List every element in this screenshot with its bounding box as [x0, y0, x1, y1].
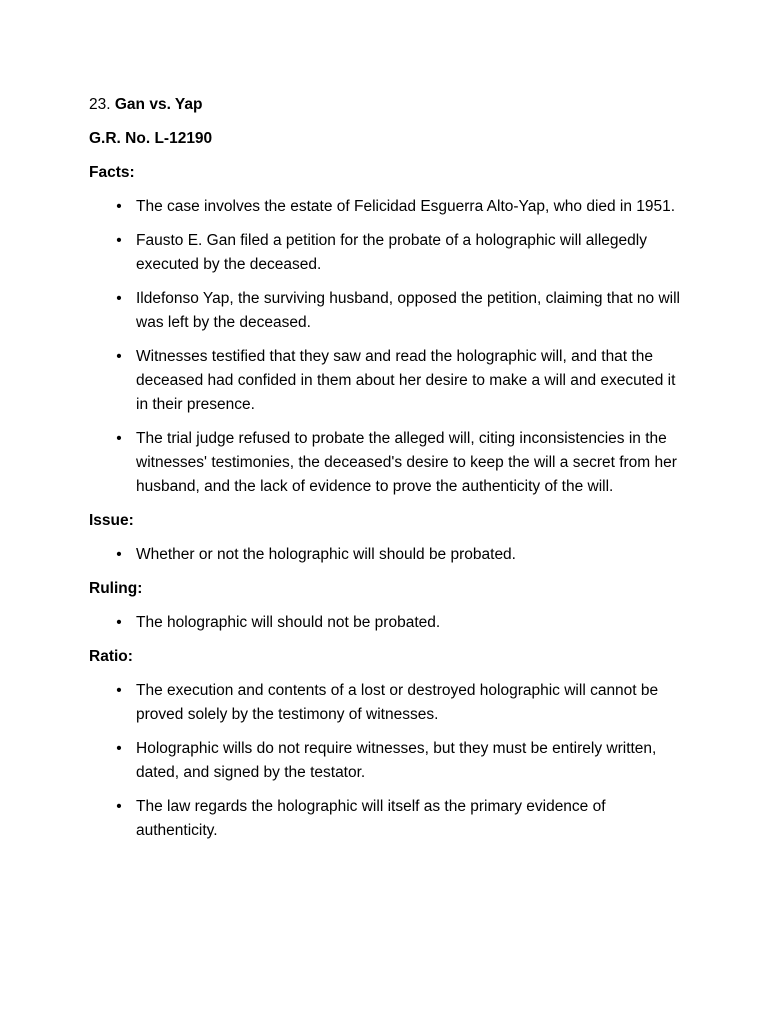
issue-list	[89, 543, 688, 567]
bullet-icon: •	[116, 546, 122, 563]
list-item	[116, 287, 688, 335]
ruling-list	[89, 611, 688, 635]
list-item-text: The case involves the estate of Felicidad Esguerra Alto-Yap, who died in 1951.	[136, 198, 676, 215]
list-item	[116, 611, 688, 635]
case-title	[89, 93, 688, 117]
bullet-icon: •	[116, 798, 122, 815]
bullet-icon: •	[116, 614, 122, 631]
section-heading-facts: Facts:	[89, 164, 135, 181]
bullet-icon: •	[116, 740, 122, 757]
list-item-text: The execution and contents of a lost or destroyed holographic will cannot be proved solely by the testimony of witnesses.	[136, 682, 659, 723]
list-item	[116, 229, 688, 277]
list-item	[116, 427, 688, 499]
case-number: 23.	[89, 96, 111, 113]
list-item	[116, 543, 688, 567]
list-item-text: Holographic wills do not require witnesses, but they must be entirely written, dated, and signed by the testator.	[136, 740, 657, 781]
list-item-text: Fausto E. Gan filed a petition for the probate of a holographic will allegedly executed by the deceased.	[136, 232, 647, 273]
ratio-list	[89, 679, 688, 843]
list-item-text: Ildefonso Yap, the surviving husband, opposed the petition, claiming that no will was left by the deceased.	[136, 290, 680, 331]
facts-list	[89, 195, 688, 499]
gr-number: G.R. No. L-12190	[89, 130, 213, 147]
section-heading-ruling: Ruling:	[89, 580, 143, 597]
list-item	[116, 795, 688, 843]
bullet-icon: •	[116, 290, 122, 307]
section-ruling	[89, 577, 688, 635]
list-item-text: The holographic will should not be probated.	[136, 614, 441, 631]
bullet-icon: •	[116, 682, 122, 699]
section-heading-ratio: Ratio:	[89, 648, 133, 665]
section-facts	[89, 161, 688, 499]
list-item-text: The law regards the holographic will itself as the primary evidence of authenticity.	[136, 798, 606, 839]
bullet-icon: •	[116, 232, 122, 249]
section-ratio	[89, 645, 688, 843]
bullet-icon: •	[116, 430, 122, 447]
case-name: Gan vs. Yap	[114, 96, 203, 113]
bullet-icon: •	[116, 198, 122, 215]
list-item-text: Whether or not the holographic will should be probated.	[136, 546, 516, 563]
list-item-text: Witnesses testified that they saw and read the holographic will, and that the deceased had confided in them about her desire to make a will and executed it in their presence.	[136, 348, 676, 413]
section-issue	[89, 509, 688, 567]
section-heading-issue: Issue:	[89, 512, 134, 529]
list-item	[116, 679, 688, 727]
list-item	[116, 345, 688, 417]
bullet-icon: •	[116, 348, 122, 365]
list-item	[116, 195, 688, 219]
list-item	[116, 737, 688, 785]
list-item-text: The trial judge refused to probate the alleged will, citing inconsistencies in the witnesses' testimonies, the deceased's desire to keep the will a secret from her husband, and the lack of evidence to prove the authenticity of the will.	[136, 430, 677, 495]
